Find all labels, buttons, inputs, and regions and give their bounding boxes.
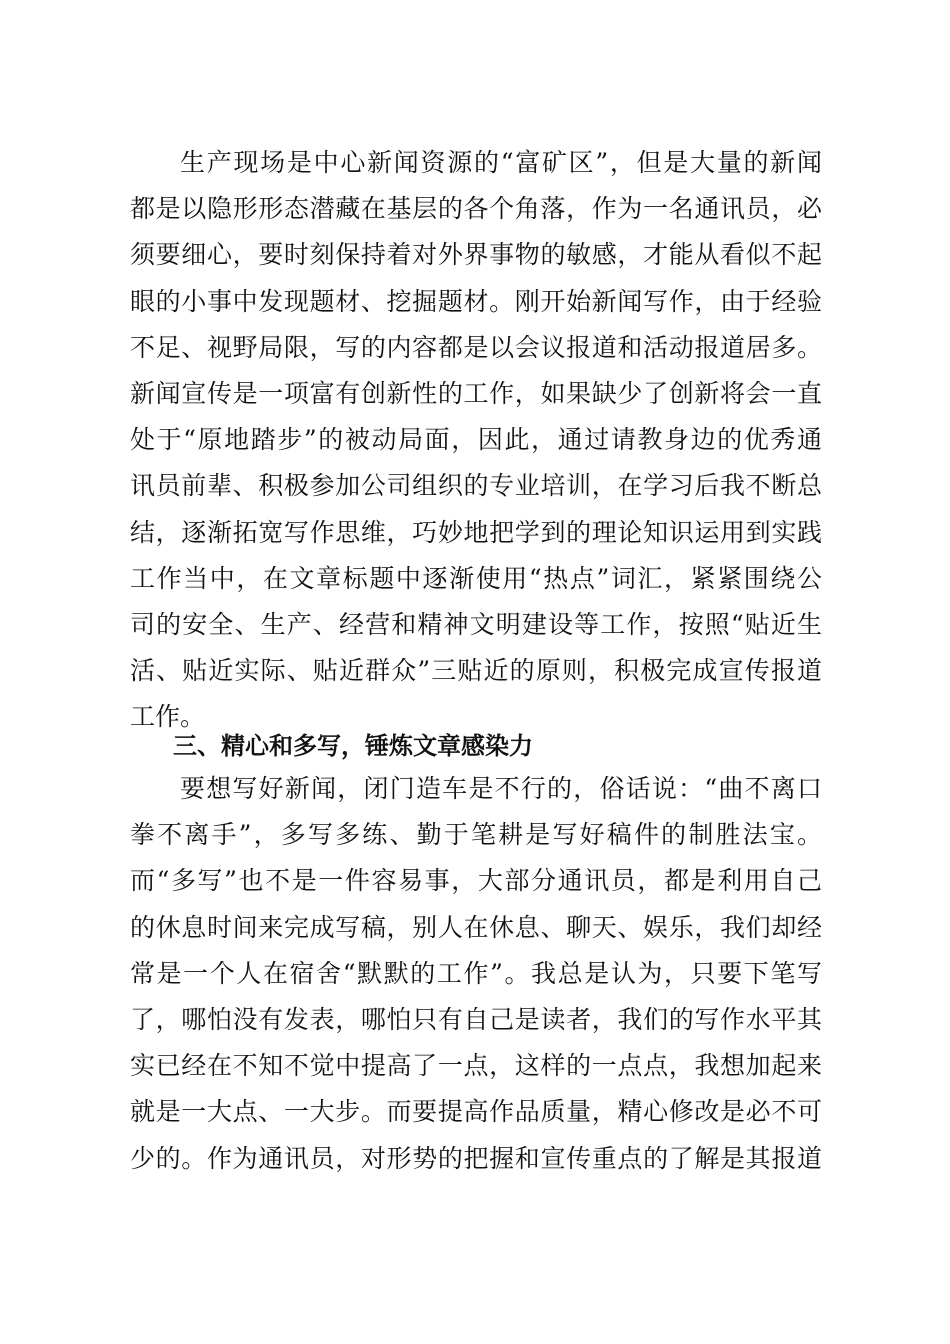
text-line: 须要细心，要时刻保持着对外界事物的敏感，才能从看似不起	[130, 240, 822, 270]
text-line: 少的。作为通讯员，对形势的把握和宣传重点的了解是其报道	[130, 1143, 822, 1173]
text-line: 工作。	[130, 702, 206, 732]
text-line: 都是以隐形形态潜藏在基层的各个角落，作为一名通讯员，必	[130, 194, 822, 224]
text-line: 处于“原地踏步”的被动局面，因此，通过请教身边的优秀通	[130, 425, 822, 455]
section-heading: 三、精心和多写，锤炼文章感染力	[173, 732, 533, 760]
text-line: 而“多写”也不是一件容易事，大部分通讯员，都是利用自己	[130, 866, 822, 896]
text-line: 活、贴近实际、贴近群众”三贴近的原则，积极完成宣传报道	[130, 656, 822, 686]
text-line: 眼的小事中发现题材、挖掘题材。刚开始新闻写作，由于经验	[130, 286, 822, 316]
paragraph-write-more	[130, 766, 822, 1182]
text-line: 生产现场是中心新闻资源的“富矿区”，但是大量的新闻	[180, 148, 822, 177]
text-line: 工作当中，在文章标题中逐渐使用“热点”词汇，紧紧围绕公	[130, 563, 822, 593]
text-line: 就是一大点、一大步。而要提高作品质量，精心修改是必不可	[130, 1097, 822, 1127]
text-line: 要想写好新闻，闭门造车是不行的，俗话说：“曲不离口	[180, 774, 822, 803]
text-line: 司的安全、生产、经营和精神文明建设等工作，按照“贴近生	[130, 609, 822, 639]
text-line: 拳不离手”，多写多练、勤于笔耕是写好稿件的制胜法宝。	[130, 820, 822, 850]
text-line: 讯员前辈、积极参加公司组织的专业培训，在学习后我不断总	[130, 471, 822, 501]
text-line: 新闻宣传是一项富有创新性的工作，如果缺少了创新将会一直	[130, 378, 822, 408]
text-line: 了，哪怕没有发表，哪怕只有自己是读者，我们的写作水平其	[130, 1004, 822, 1034]
text-line: 的休息时间来完成写稿，别人在休息、聊天、娱乐，我们却经	[130, 912, 822, 942]
text-line: 实已经在不知不觉中提高了一点，这样的一点点，我想加起来	[130, 1051, 822, 1081]
text-line: 常是一个人在宿舍“默默的工作”。我总是认为，只要下笔写	[130, 958, 822, 988]
paragraph-production-site	[130, 140, 822, 740]
text-line: 结，逐渐拓宽写作思维，巧妙地把学到的理论知识运用到实践	[130, 517, 822, 547]
text-line: 不足、视野局限，写的内容都是以会议报道和活动报道居多。	[130, 332, 822, 362]
